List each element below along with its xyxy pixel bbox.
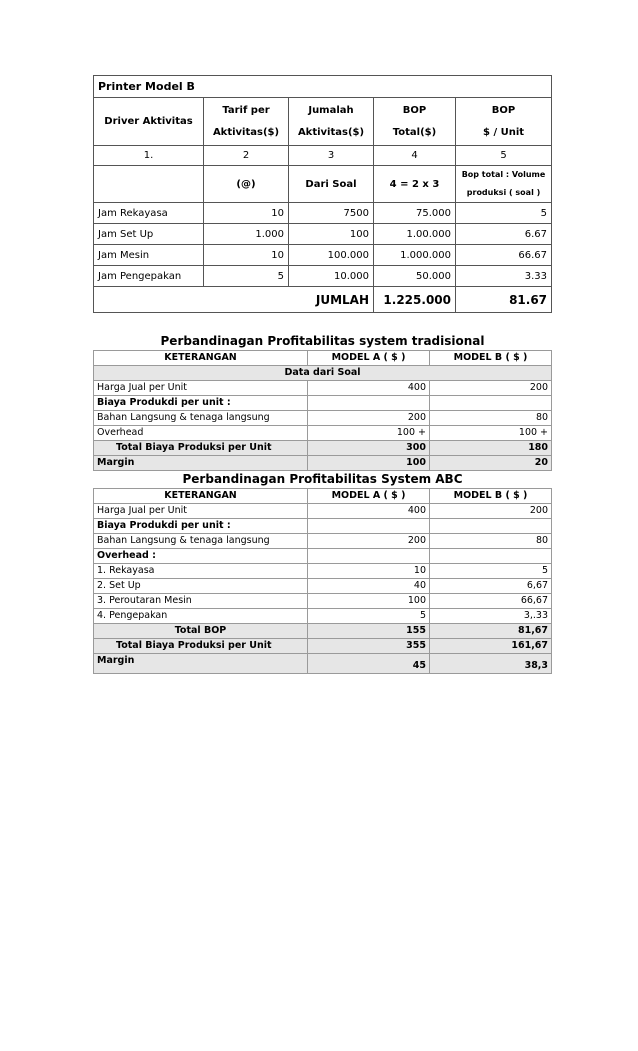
note-bop-unit-line2: produksi ( soal ) <box>466 188 541 197</box>
table-row <box>94 224 552 245</box>
data-source-label: Data dari Soal <box>94 366 552 381</box>
row-label: Total Biaya Produksi per Unit <box>94 639 308 654</box>
total-bop-unit: 81.67 <box>456 287 552 313</box>
table-row <box>94 411 552 426</box>
row-model-a: 45 <box>308 654 430 674</box>
header-jumlah-line2: Aktivitas($) <box>297 126 365 138</box>
row-model-a: 10 <box>308 564 430 579</box>
row-model-b: 200 <box>430 504 552 519</box>
row-label: Biaya Produkdi per unit : <box>94 396 308 411</box>
table-title: Printer Model B <box>94 76 552 98</box>
row-driver: Jam Pengepakan <box>94 266 204 287</box>
row-driver: Jam Set Up <box>94 224 204 245</box>
table-row <box>94 609 552 624</box>
traditional-title: Perbandinagan Profitabilitas system tradisional <box>160 334 485 348</box>
col-number-1: 1. <box>94 146 204 166</box>
header-model-b: MODEL B ( $ ) <box>430 351 552 366</box>
row-label: Bahan Langsung & tenaga langsung <box>94 534 308 549</box>
header-model-b: MODEL B ( $ ) <box>430 489 552 504</box>
header-tarif <box>204 98 289 146</box>
header-tarif-line1: Tarif per <box>222 104 270 116</box>
row-model-b: 5 <box>430 564 552 579</box>
row-bop-total: 1.00.000 <box>374 224 456 245</box>
row-label: 2. Set Up <box>94 579 308 594</box>
abc-title: Perbandinagan Profitabilitas System ABC <box>182 472 463 486</box>
col-number-2: 2 <box>204 146 289 166</box>
table-row <box>94 519 552 534</box>
row-model-b: 81,67 <box>430 624 552 639</box>
header-bop-total-line2: Total($) <box>392 126 437 138</box>
table-row <box>94 624 552 639</box>
row-bop-unit: 6.67 <box>456 224 552 245</box>
row-tarif: 10 <box>204 245 289 266</box>
row-jumlah: 10.000 <box>289 266 374 287</box>
row-label: Margin <box>94 456 308 471</box>
table-row <box>94 396 552 411</box>
table-row <box>94 534 552 549</box>
note-bop-total: 4 = 2 x 3 <box>374 166 456 203</box>
row-tarif: 10 <box>204 203 289 224</box>
row-model-b: 200 <box>430 381 552 396</box>
header-bop-unit-line2: $ / Unit <box>483 126 525 138</box>
table-row <box>94 504 552 519</box>
row-label: Biaya Produkdi per unit : <box>94 519 308 534</box>
total-bop: 1.225.000 <box>374 287 456 313</box>
row-jumlah: 7500 <box>289 203 374 224</box>
row-model-b: 20 <box>430 456 552 471</box>
row-jumlah: 100 <box>289 224 374 245</box>
header-driver: Driver Aktivitas <box>94 98 204 146</box>
table-row <box>94 579 552 594</box>
row-model-a: 400 <box>308 504 430 519</box>
row-bop-total: 75.000 <box>374 203 456 224</box>
header-model-a: MODEL A ( $ ) <box>308 489 430 504</box>
row-model-a: 40 <box>308 579 430 594</box>
printer-model-b-table <box>93 75 552 313</box>
row-label: Margin <box>94 654 308 674</box>
row-model-b: 38,3 <box>430 654 552 674</box>
row-label: Harga Jual per Unit <box>94 381 308 396</box>
row-label: 4. Pengepakan <box>94 609 308 624</box>
row-label: Total BOP <box>94 624 308 639</box>
note-bop-unit-line1: Bop total : Volume <box>461 170 546 179</box>
profitability-comparison-table <box>93 333 552 674</box>
row-empty <box>430 519 552 534</box>
header-bop-unit <box>456 98 552 146</box>
row-tarif: 1.000 <box>204 224 289 245</box>
row-bop-total: 1.000.000 <box>374 245 456 266</box>
row-model-b: 3,.33 <box>430 609 552 624</box>
row-label: Overhead <box>94 426 308 441</box>
row-model-a: 155 <box>308 624 430 639</box>
header-model-a: MODEL A ( $ ) <box>308 351 430 366</box>
row-tarif: 5 <box>204 266 289 287</box>
total-label: JUMLAH <box>94 287 374 313</box>
row-label: Total Biaya Produksi per Unit <box>94 441 308 456</box>
row-label: Harga Jual per Unit <box>94 504 308 519</box>
row-model-b: 66,67 <box>430 594 552 609</box>
header-jumlah-line1: Jumalah <box>308 104 354 116</box>
row-model-a: 200 <box>308 411 430 426</box>
row-empty <box>308 549 430 564</box>
note-bop-unit <box>456 166 552 203</box>
row-model-a: 5 <box>308 609 430 624</box>
row-driver: Jam Rekayasa <box>94 203 204 224</box>
table-row <box>94 564 552 579</box>
table-row <box>94 594 552 609</box>
row-label: 3. Peroutaran Mesin <box>94 594 308 609</box>
table-row <box>94 266 552 287</box>
row-driver: Jam Mesin <box>94 245 204 266</box>
table-row <box>94 654 552 674</box>
row-bop-unit: 3.33 <box>456 266 552 287</box>
header-bop-total-line1: BOP <box>402 104 427 116</box>
row-model-b: 80 <box>430 534 552 549</box>
row-model-a: 355 <box>308 639 430 654</box>
header-bop-unit-line1: BOP <box>491 104 516 116</box>
col-number-4: 4 <box>374 146 456 166</box>
row-model-b: 6,67 <box>430 579 552 594</box>
row-model-b: 100 + <box>430 426 552 441</box>
table-row <box>94 245 552 266</box>
row-model-b: 180 <box>430 441 552 456</box>
row-model-a: 200 <box>308 534 430 549</box>
header-jumlah <box>289 98 374 146</box>
row-model-a: 100 <box>308 456 430 471</box>
header-bop-total <box>374 98 456 146</box>
row-empty <box>430 549 552 564</box>
table-row <box>94 639 552 654</box>
row-empty <box>308 396 430 411</box>
row-label: Overhead : <box>94 549 308 564</box>
table-row <box>94 549 552 564</box>
table-row <box>94 456 552 471</box>
row-model-a: 100 <box>308 594 430 609</box>
row-label: Bahan Langsung & tenaga langsung <box>94 411 308 426</box>
table-row <box>94 203 552 224</box>
row-model-b: 80 <box>430 411 552 426</box>
row-bop-unit: 5 <box>456 203 552 224</box>
row-model-b: 161,67 <box>430 639 552 654</box>
note-tarif: (@) <box>204 166 289 203</box>
col-number-5: 5 <box>456 146 552 166</box>
table-row <box>94 426 552 441</box>
table-row <box>94 381 552 396</box>
header-tarif-line2: Aktivitas($) <box>212 126 280 138</box>
row-label: 1. Rekayasa <box>94 564 308 579</box>
row-empty <box>430 396 552 411</box>
row-model-a: 400 <box>308 381 430 396</box>
col-number-3: 3 <box>289 146 374 166</box>
header-keterangan: KETERANGAN <box>94 351 308 366</box>
note-jumlah: Dari Soal <box>289 166 374 203</box>
row-jumlah: 100.000 <box>289 245 374 266</box>
table-row <box>94 441 552 456</box>
row-model-a: 300 <box>308 441 430 456</box>
row-empty <box>308 519 430 534</box>
header-keterangan: KETERANGAN <box>94 489 308 504</box>
note-empty <box>94 166 204 203</box>
row-bop-unit: 66.67 <box>456 245 552 266</box>
row-model-a: 100 + <box>308 426 430 441</box>
row-bop-total: 50.000 <box>374 266 456 287</box>
